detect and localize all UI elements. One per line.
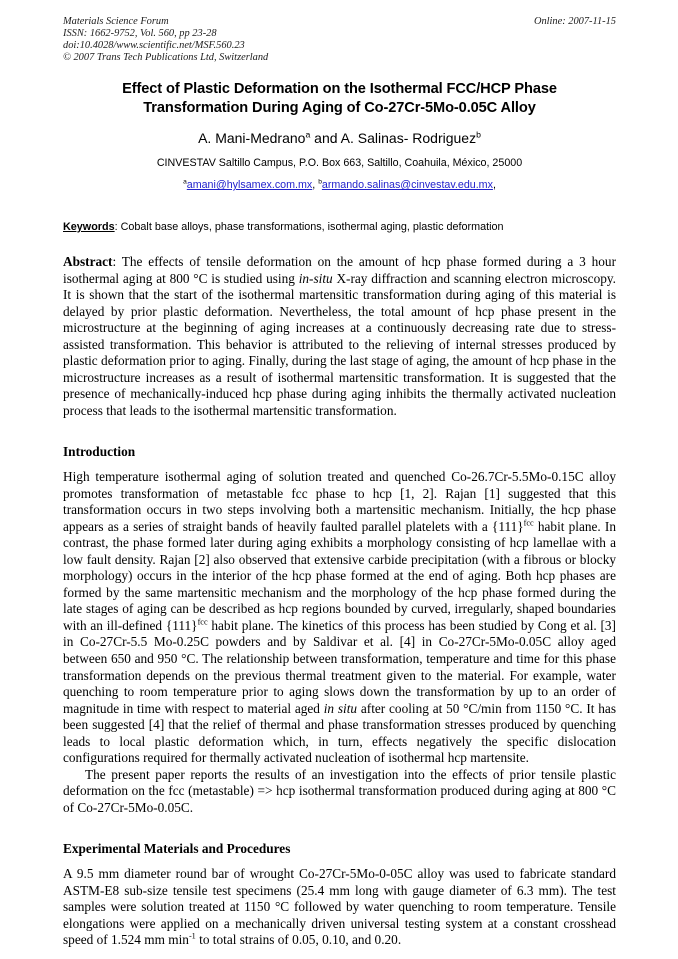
journal-doi-line: doi:10.4028/www.scientific.net/MSF.560.23 bbox=[63, 40, 245, 52]
author-2-name: A. Salinas- Rodriguez bbox=[340, 130, 477, 146]
journal-header-left bbox=[63, 16, 483, 64]
experimental-text-a: A 9.5 mm diameter round bar of wrought Co-27Cr-5Mo-0-05C alloy was used to fabricate standard ASTM-E8 sub-size tensile test specimens (25.4 mm long with gauge diameter of 6.3 mm). The test samples were solution treated at 1150 °C followed by water quenching to room temperature. Tensile elongations were applied on a mechanically driven universal testing system at a constant crosshead speed of 1.524 mm min bbox=[63, 865, 616, 948]
author-1-affiliation-marker: a bbox=[305, 129, 311, 140]
email-separator: , bbox=[312, 179, 319, 191]
author-2-affiliation-marker: b bbox=[476, 129, 481, 140]
experimental-paragraph-1 bbox=[63, 866, 616, 949]
keywords-label: Keywords bbox=[63, 221, 115, 233]
author-conjunction: and bbox=[310, 130, 341, 146]
keywords-list: Cobalt base alloys, phase transformations, isothermal aging, plastic deformation bbox=[120, 221, 504, 233]
email-link-1[interactable]: amani@hylsamex.com.mx bbox=[186, 179, 313, 191]
intro-text-a: High temperature isothermal aging of solution treated and quenched Co-26.7Cr-5.5Mo-0.15C alloy promotes transformation of metastable fcc phase to hcp [1, 2]. Rajan [1] suggested that this transformation occurs in two steps involving both a martensitic mechanism. Initially, the hcp phase appears as a series of straight bands of heavily faulted parallel platelets with a {111} bbox=[63, 468, 616, 534]
journal-name: Materials Science Forum bbox=[63, 16, 169, 27]
abstract-text-part-1: The effects of tensile deformation on the amount of hcp phase formed during a 3 hour isothermal aging at 800 °C is studied using bbox=[63, 254, 616, 286]
email-trailing-comma: , bbox=[492, 179, 496, 191]
keywords-line bbox=[63, 220, 616, 234]
email-link-2[interactable]: armando.salinas@cinvestav.edu.mx bbox=[321, 179, 493, 191]
affiliation: CINVESTAV Saltillo Campus, P.O. Box 663, Saltillo, Coahuila, México, 25000 bbox=[156, 157, 523, 169]
experimental-text-b: to total strains of 0.05, 0.10, and 0.20. bbox=[195, 932, 402, 948]
intro-insitu-italic: in situ bbox=[323, 700, 358, 716]
page-title: Effect of Plastic Deformation on the Isothermal FCC/HCP Phase Transformation During Aging of Co-27Cr-5Mo-0.05C Alloy bbox=[122, 81, 557, 116]
abstract-label: Abstract bbox=[63, 254, 113, 269]
journal-header bbox=[63, 16, 616, 68]
online-publication-date: Online: 2007-11-15 bbox=[533, 16, 616, 27]
author-list bbox=[63, 129, 616, 147]
crosshead-speed-exponent: -1 bbox=[188, 931, 196, 941]
intro-text-b: habit plane. In contrast, the phase formed later during aging exhibits a morphology consisting of hcp lamellae with a low fault density. Rajan [2] also observed that extensive carbide precipitation (with a fibrous or blocky morphology) occurs in the interior of the hcp phase formed at the end of aging. Both hcp phases are formed by the same martensitic mechanism and the morphology of the hcp phase formed during the late stages of aging can be described as hcp regions bounded by curved, irregularly, shaped boundaries with an ill-defined {111} bbox=[63, 518, 616, 633]
intro-text-c: habit plane. The kinetics of this process has been studied by Cong et al. [3] in Co-27Cr-5.5 Mo-0.25C powders and by Saldivar et al. [4] in Co-27Cr-5Mo-0.05C alloy aged between 650 and 950 °C. The relationship between transformation, temperature and time for this phase transformation depends on the previous thermal treatment given to the material. For example, water quenching to room temperature prior to aging slows down the transformation by up to an order of magnitude in time with respect to material aged bbox=[63, 617, 616, 716]
intro-text-d: after cooling at 50 °C/min from 1150 °C. It has been suggested [4] that the relief of thermal and phase transformation stresses produced by quenching leads to local plastic deformation which, in turn, effects negatively the specific dislocation configurations required for thermally activated nucleation of isothermal hcp martensite. bbox=[63, 700, 617, 766]
email-2-marker: b bbox=[318, 178, 322, 186]
abstract-paragraph bbox=[63, 254, 616, 419]
habit-plane-superscript-2: fcc bbox=[197, 617, 208, 627]
author-emails bbox=[63, 178, 616, 192]
abstract-insitu-italic: in-situ bbox=[298, 270, 333, 286]
abstract-colon: : bbox=[112, 254, 122, 269]
journal-copyright-line: © 2007 Trans Tech Publications Ltd, Switzerland bbox=[63, 52, 269, 64]
habit-plane-superscript-1: fcc bbox=[523, 518, 534, 528]
abstract-text-part-2: X-ray diffraction and scanning electron microscopy. It is shown that the start of the isothermal martensitic transformation during aging of this material is delayed by prior plastic deformation. Nevertheless, the total amount of hcp phase present in the microstructure at the beginning of aging increases at a continuously decreasing rate due to stress-assisted transformation. This behavior is attributed to the relieving of internal stresses produced by plastic deformation prior to aging. Finally, during the last stage of aging, the amount of hcp phase in the microstructure increases as a result of isothermal martensitic transformation. It is suggested that the presence of mechanically-induced hcp phase during aging inhibits the thermally activated nucleation process that leads to the isothermal martensitic transformation. bbox=[63, 270, 616, 418]
email-1-marker: a bbox=[183, 178, 187, 186]
journal-issn-line: ISSN: 1662-9752, Vol. 560, pp 23-28 bbox=[63, 28, 217, 40]
section-heading-experimental: Experimental Materials and Procedures bbox=[63, 841, 291, 857]
section-heading-introduction: Introduction bbox=[63, 444, 136, 460]
introduction-paragraph-1 bbox=[63, 469, 616, 767]
keywords-colon: : bbox=[114, 221, 121, 233]
introduction-paragraph-2: The present paper reports the results of an investigation into the effects of prior tensile plastic deformation on the fcc (metastable) => hcp isothermal transformation produced during aging at 800 °C of Co-27Cr-5Mo-0.05C. bbox=[63, 766, 616, 815]
author-1-name: A. Mani-Medrano bbox=[198, 130, 306, 146]
